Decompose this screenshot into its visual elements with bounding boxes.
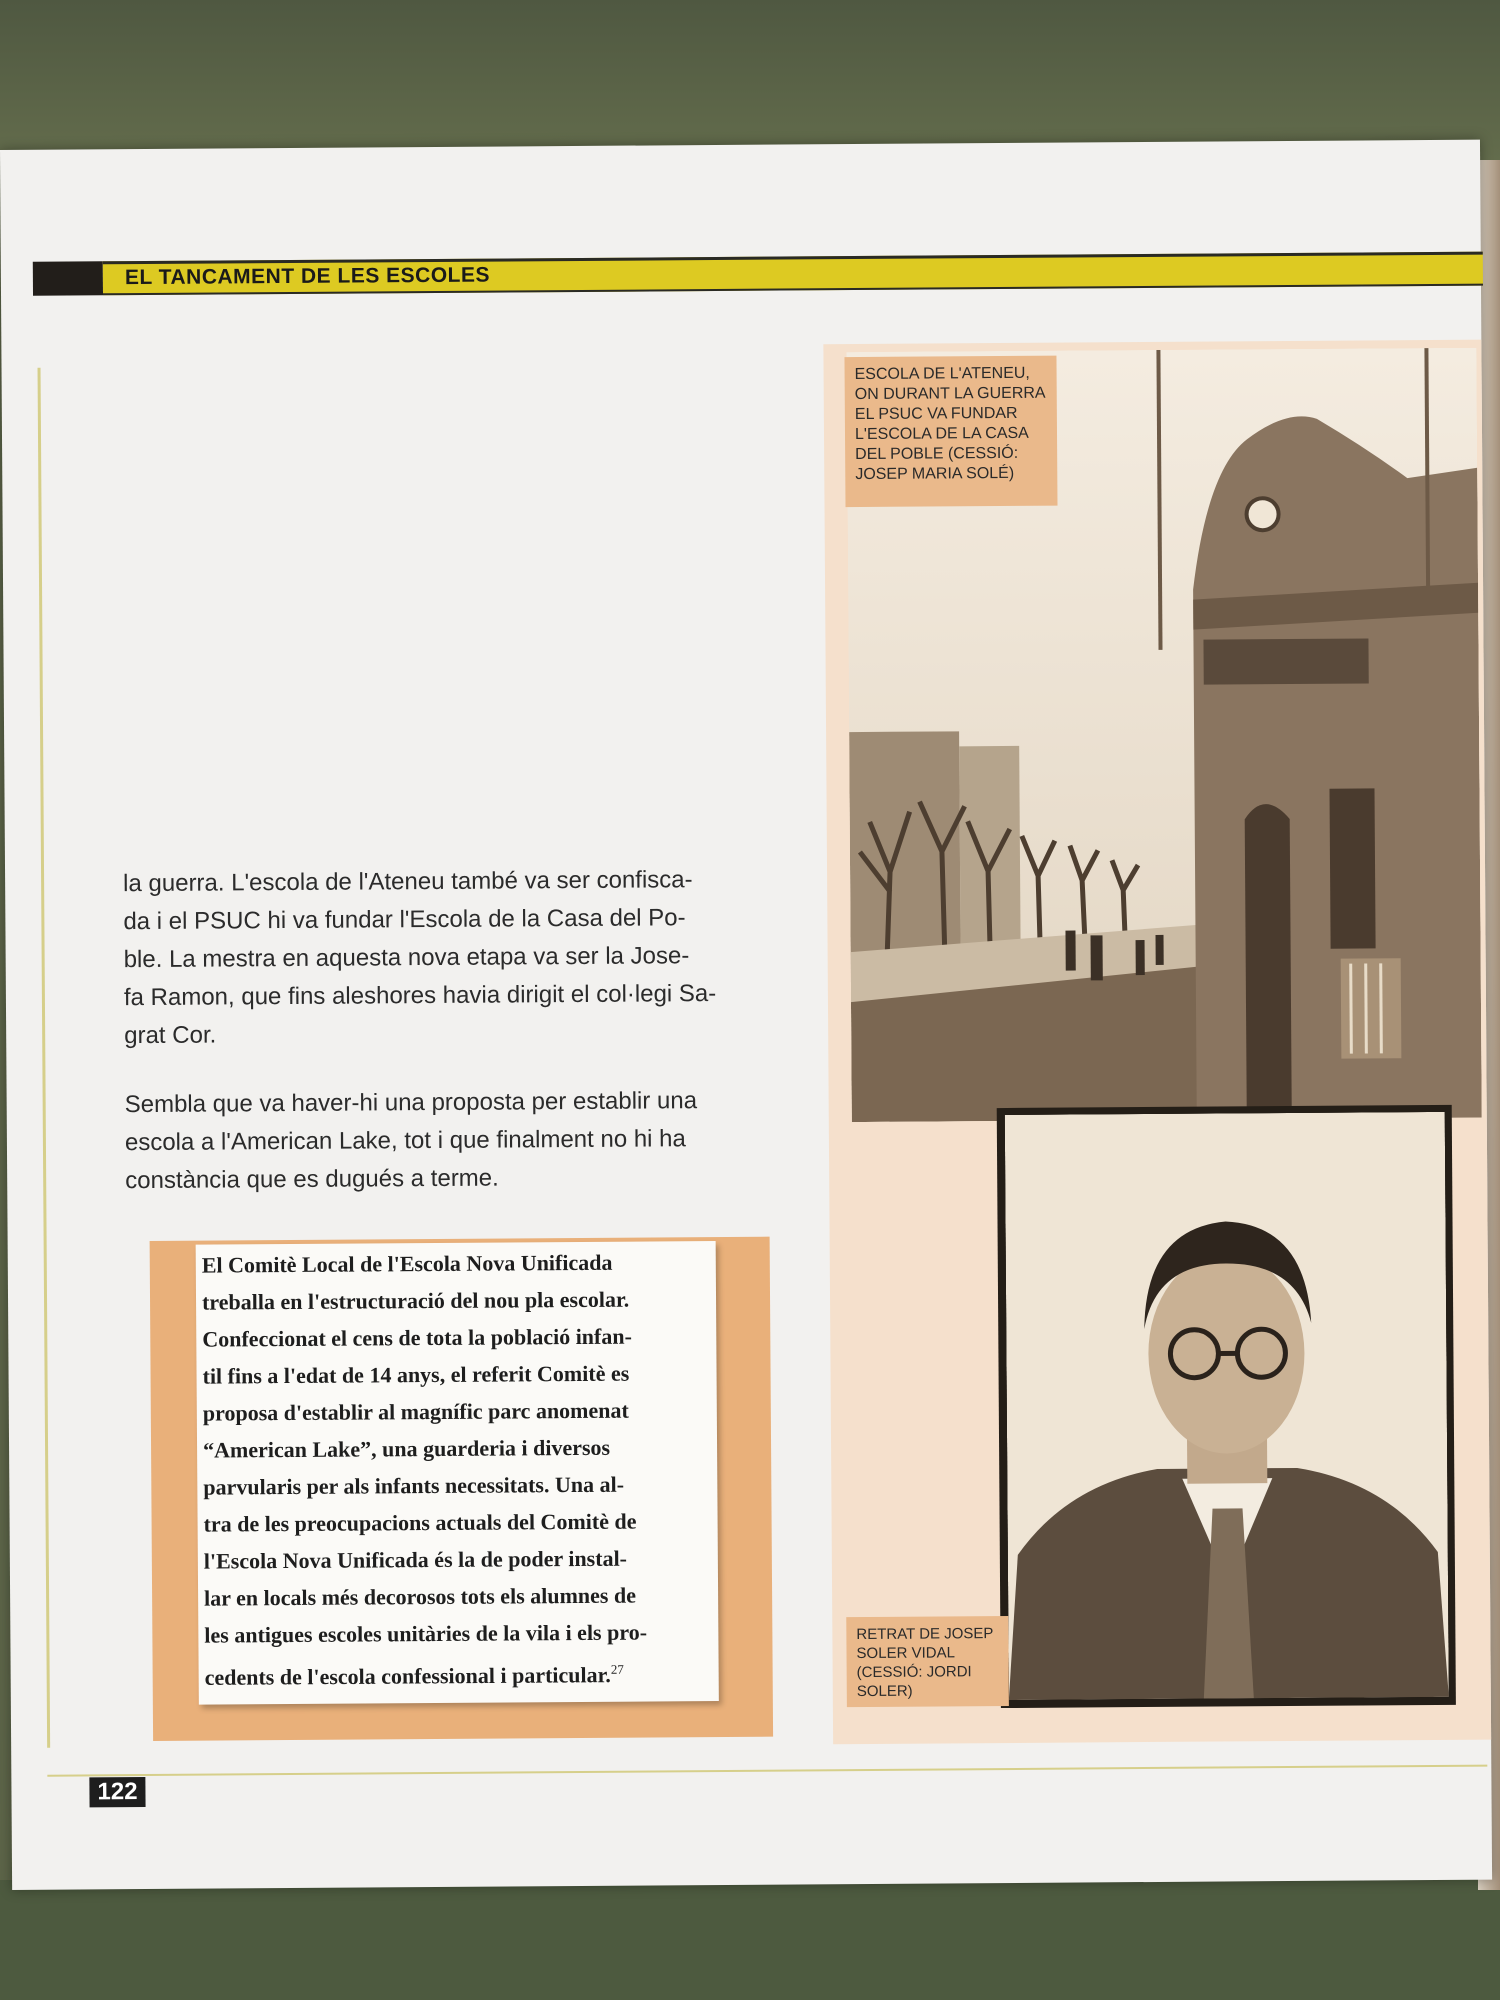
footnote-ref: 27 (610, 1661, 624, 1677)
background-top (0, 0, 1500, 160)
caption-line: SOLER VIDAL (856, 1644, 955, 1663)
quote-line: til fins a l'edat de 14 anys, el referit Comitè es (202, 1360, 630, 1389)
body-paragraph-2 (125, 1082, 766, 1200)
caption-line: (CESSIÓ: JORDI (856, 1663, 972, 1682)
quote-line: l'Escola Nova Unificada és la de poder instal- (203, 1545, 628, 1574)
text-line: la guerra. L'escola de l'Ateneu també va ser confisca- (123, 866, 693, 898)
page-number: 122 (89, 1777, 145, 1807)
margin-rule (38, 368, 51, 1748)
caption-line: RETRAT DE JOSEP (856, 1625, 994, 1644)
caption-line: L'ESCOLA DE LA CASA (854, 424, 1029, 444)
portrait-image (1005, 1112, 1449, 1700)
quote-line: El Comitè Local de l'Escola Nova Unificada (201, 1249, 613, 1278)
photo-caption-portrait (846, 1616, 1009, 1707)
caption-line: EL PSUC VA FUNDAR (854, 404, 1018, 424)
text-line: grat Cor. (124, 1021, 217, 1050)
footer-rule (47, 1765, 1487, 1777)
quote-line: lar en locals més decorosos tots els alumnes de (204, 1582, 637, 1611)
quote-line: tra de les preocupacions actuals del Comitè de (203, 1508, 637, 1537)
background-bottom (0, 1880, 1500, 2000)
chapter-title: EL TANCAMENT DE LES ESCOLES (124, 263, 491, 290)
caption-line: JOSEP MARIA SOLÉ) (855, 464, 1015, 484)
text-line: fa Ramon, que fins aleshores havia dirigit el col·legi Sa- (123, 980, 717, 1012)
portrait-photo (1005, 1112, 1449, 1700)
text-line: constància que es dugués a terme. (125, 1164, 499, 1195)
caption-line: DEL POBLE (CESSIÓ: (855, 444, 1019, 464)
caption-line: ON DURANT LA GUERRA (854, 384, 1046, 404)
quote-line: les antigues escoles unitàries de la vila i els pro- (204, 1619, 648, 1648)
quote-line (205, 1650, 715, 1696)
text-line: da i el PSUC hi va fundar l'Escola de la Casa del Po- (123, 904, 686, 936)
text-line: escola a l'American Lake, tot i que finalment no hi ha (124, 1125, 686, 1157)
quote-line: Confeccionat el cens de tota la població infan- (202, 1323, 632, 1352)
book-page (0, 140, 1492, 1890)
photo-caption-ateneu (844, 356, 1057, 507)
body-paragraph-1 (123, 861, 764, 1055)
quote-line: proposa d'establir al magnífic parc anomenat (202, 1397, 629, 1426)
text-line: Sembla que va haver-hi una proposta per establir una (124, 1087, 698, 1119)
caption-line: SOLER) (856, 1682, 913, 1701)
caption-line: ESCOLA DE L'ATENEU, (854, 364, 1030, 384)
quote-line: “American Lake”, una guarderia i diversos (202, 1434, 611, 1463)
quote-last-line: cedents de l'escola confessional i particular. (204, 1662, 611, 1690)
header-block (33, 261, 103, 295)
text-line: ble. La mestra en aquesta nova etapa va ser la Jose- (123, 942, 690, 974)
quote-text (202, 1243, 715, 1696)
quote-line: parvularis per als infants necessitats. Una al- (203, 1471, 625, 1500)
quote-line: treballa en l'estructuració del nou pla escolar. (201, 1286, 630, 1315)
